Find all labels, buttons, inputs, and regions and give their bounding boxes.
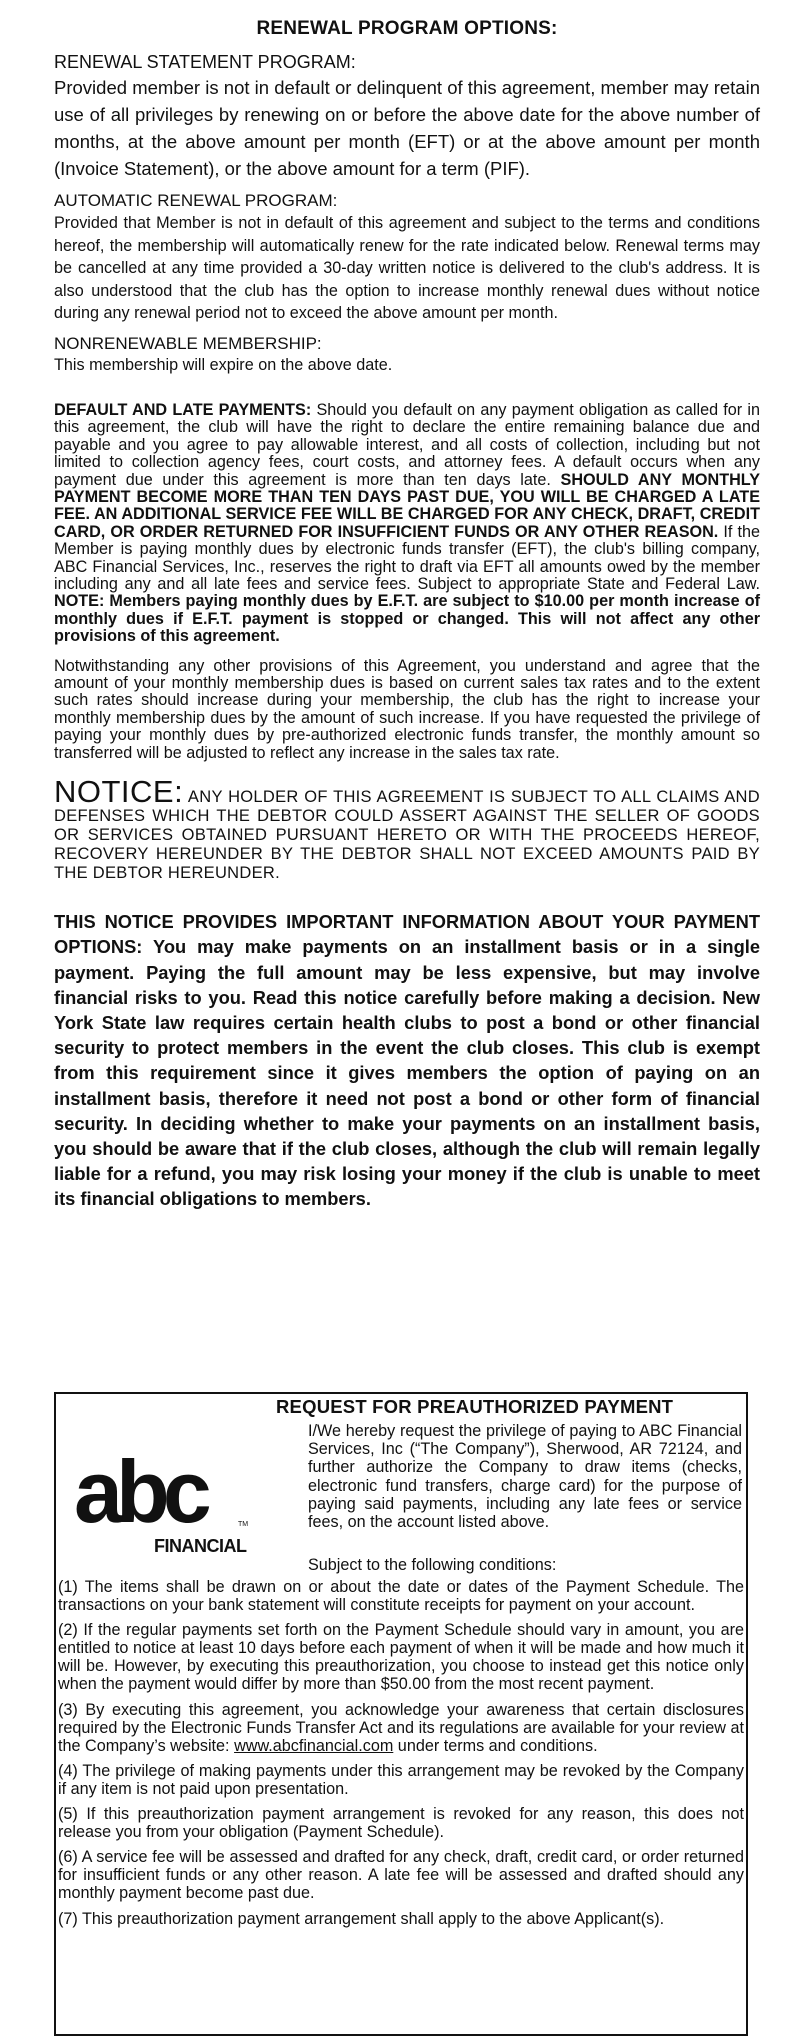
preauth-subject: Subject to the following conditions:	[308, 1556, 557, 1574]
default-text-1: Should you default on any payment obligation as called for in this agreement, the club will have the right to declare the entire remaining balance due and payable and you agree to pay allowable interest, and all costs of collection, including but not limited to collection agency fees, court costs, and attorney fees. A default occurs when any payment due under this agreement is more than ten days late.	[54, 400, 760, 489]
agreement-page	[54, 0, 760, 1212]
preauth-intro: I/We hereby request the privilege of paying to ABC Financial Services, Inc (“The Company”), Sherwood, AR 72124, and further authorize the Company to draw items (checks, electronic fund transfers, charge card) for the purpose of paying said payments, including any late fees or service fees, on the account listed above.	[308, 1422, 742, 1532]
condition-1: (1) The items shall be drawn on or about the date or dates of the Payment Schedule. The transactions on your bank statement will constitute receipts for payment on your account.	[58, 1578, 744, 1615]
condition-3-text-a: (3) By executing this agreement, you acknowledge your awareness that certain disclosures required by the Electronic Funds Transfer Act and its regulations are available for your review at the Company’s website:	[58, 1700, 744, 1755]
condition-2: (2) If the regular payments set forth on the Payment Schedule should vary in amount, you are entitled to notice at least 10 days before each payment of when it will be made and how much it will be. However, by executing this preauthorization, you choose to instead get this notice only when the payment would differ by more than $50.00 from the most recent payment.	[58, 1621, 744, 1694]
default-late-fee-warning: SHOULD ANY MONTHLY PAYMENT BECOME MORE THAN TEN DAYS PAST DUE, YOU WILL BE CHARGED A LATE FEE. AN ADDITIONAL SERVICE FEE WILL BE CHARGED FOR ANY CHECK, DRAFT, CREDIT CARD, OR ORDER RETURNED FOR INSUFFICIENT FUNDS OR ANY OTHER REASON.	[54, 470, 760, 541]
renewal-statement-heading: RENEWAL STATEMENT PROGRAM:	[54, 52, 356, 72]
sales-tax-paragraph: Notwithstanding any other provisions of this Agreement, you understand and agree that the amount of your monthly membership dues is based on current sales tax rates and to the extent such rates should increase during your membership, the club has the right to increase your monthly membership dues by the amount of such increase. If you have requested the privilege of paying your monthly dues by pre-authorized electronic funds transfer, the monthly amount so transferred will be adjusted to reflect any increase in the sales tax rate.	[54, 656, 760, 762]
automatic-renewal-text: Provided that Member is not in default of this agreement and subject to the terms and conditions hereof, the membership will automatically renew for the rate indicated below. Renewal terms may be cancelled at any time provided a 30-day written notice is delivered to the club's address. It is also understood that the club has the option to increase monthly renewal dues without notice during any renewal period not to exceed the above amount per month.	[54, 214, 760, 323]
notice-text: ANY HOLDER OF THIS AGREEMENT IS SUBJECT TO ALL CLAIMS AND DEFENSES WHICH THE DEBTOR COULD ASSERT AGAINST THE SELLER OF GOODS OR SERVICES OBTAINED PURSUANT HERETO OR WITH THE PROCEEDS HEREOF, RECOVERY HEREUNDER BY THE DEBTOR SHALL NOT EXCEED AMOUNTS PAID BY THE DEBTOR HEREUNDER.	[54, 788, 760, 883]
condition-5: (5) If this preauthorization payment arrangement is revoked for any reason, this does not release you from your obligation (Payment Schedule).	[58, 1805, 744, 1842]
holder-notice	[54, 774, 760, 883]
default-heading: DEFAULT AND LATE PAYMENTS:	[54, 400, 312, 419]
nonrenewable-heading: NONRENEWABLE MEMBERSHIP:	[54, 333, 322, 353]
condition-3-text-b: under terms and conditions.	[393, 1736, 598, 1755]
nonrenewable-text: This membership will expire on the above date.	[54, 355, 393, 374]
automatic-renewal-heading: AUTOMATIC RENEWAL PROGRAM:	[54, 191, 338, 210]
logo-wordmark: abc	[74, 1448, 205, 1541]
preauthorized-payment-box	[54, 1392, 748, 2036]
logo-trademark: TM	[238, 1521, 249, 1528]
default-text-2: If the Member is paying monthly dues by electronic funds transfer (EFT), the club's billing company, ABC Financial Services, Inc., reserves the right to draft via EFT all amounts owed by the member including any and all late fees and service fees. Subject to appropriate State and Federal Law.	[54, 522, 761, 594]
condition-3	[58, 1701, 744, 1755]
notice-heading: NOTICE:	[54, 774, 184, 810]
abc-financial-logo	[70, 1448, 266, 1558]
renewal-title: RENEWAL PROGRAM OPTIONS:	[256, 18, 558, 39]
renewal-statement-text: Provided member is not in default or delinquent of this agreement, member may retain use of all privileges by renewing on or before the above date for the above number of months, at the above amount per month (EFT) or at the above amount per month (Invoice Statement), or the above amount for a term (PIF).	[54, 77, 760, 179]
condition-7: (7) This preauthorization payment arrangement shall apply to the above Applicant(s).	[58, 1909, 665, 1928]
abcfinancial-website-link[interactable]: www.abcfinancial.com	[234, 1736, 394, 1755]
payment-options-notice: THIS NOTICE PROVIDES IMPORTANT INFORMATION ABOUT YOUR PAYMENT OPTIONS: You may make payments on an installment basis or in a single payment. Paying the full amount may be less expensive, but may involve financial risks to you. Read this notice carefully before making a decision. New York State law requires certain health clubs to post a bond or other financial security to protect members in the event the club closes. This club is exempt from this requirement since it gives members the option of paying on an installment basis, therefore it need not post a bond or other form of financial security. In deciding whether to make your payments on an installment basis, you should be aware that if the club closes, although the club will remain legally liable for a refund, you may risk losing your money if the club is unable to meet its financial obligations to members.	[54, 911, 760, 1210]
logo-financial: FINANCIAL	[154, 1536, 247, 1556]
condition-4: (4) The privilege of making payments under this arrangement may be revoked by the Company if any item is not paid upon presentation.	[58, 1761, 744, 1798]
default-late-payments	[54, 402, 760, 646]
default-eft-note: NOTE: Members paying monthly dues by E.F.T. are subject to $10.00 per month increase of monthly dues if E.F.T. payment is stopped or changed. This will not affect any other provisions of this agreement.	[54, 592, 760, 646]
preauth-conditions	[58, 1578, 744, 1935]
condition-6: (6) A service fee will be assessed and drafted for any check, draft, credit card, or order returned for insufficient funds or any other reason. A late fee will be assessed and drafted should any monthly payment become past due.	[58, 1848, 744, 1903]
preauth-title: REQUEST FOR PREAUTHORIZED PAYMENT	[276, 1396, 674, 1417]
